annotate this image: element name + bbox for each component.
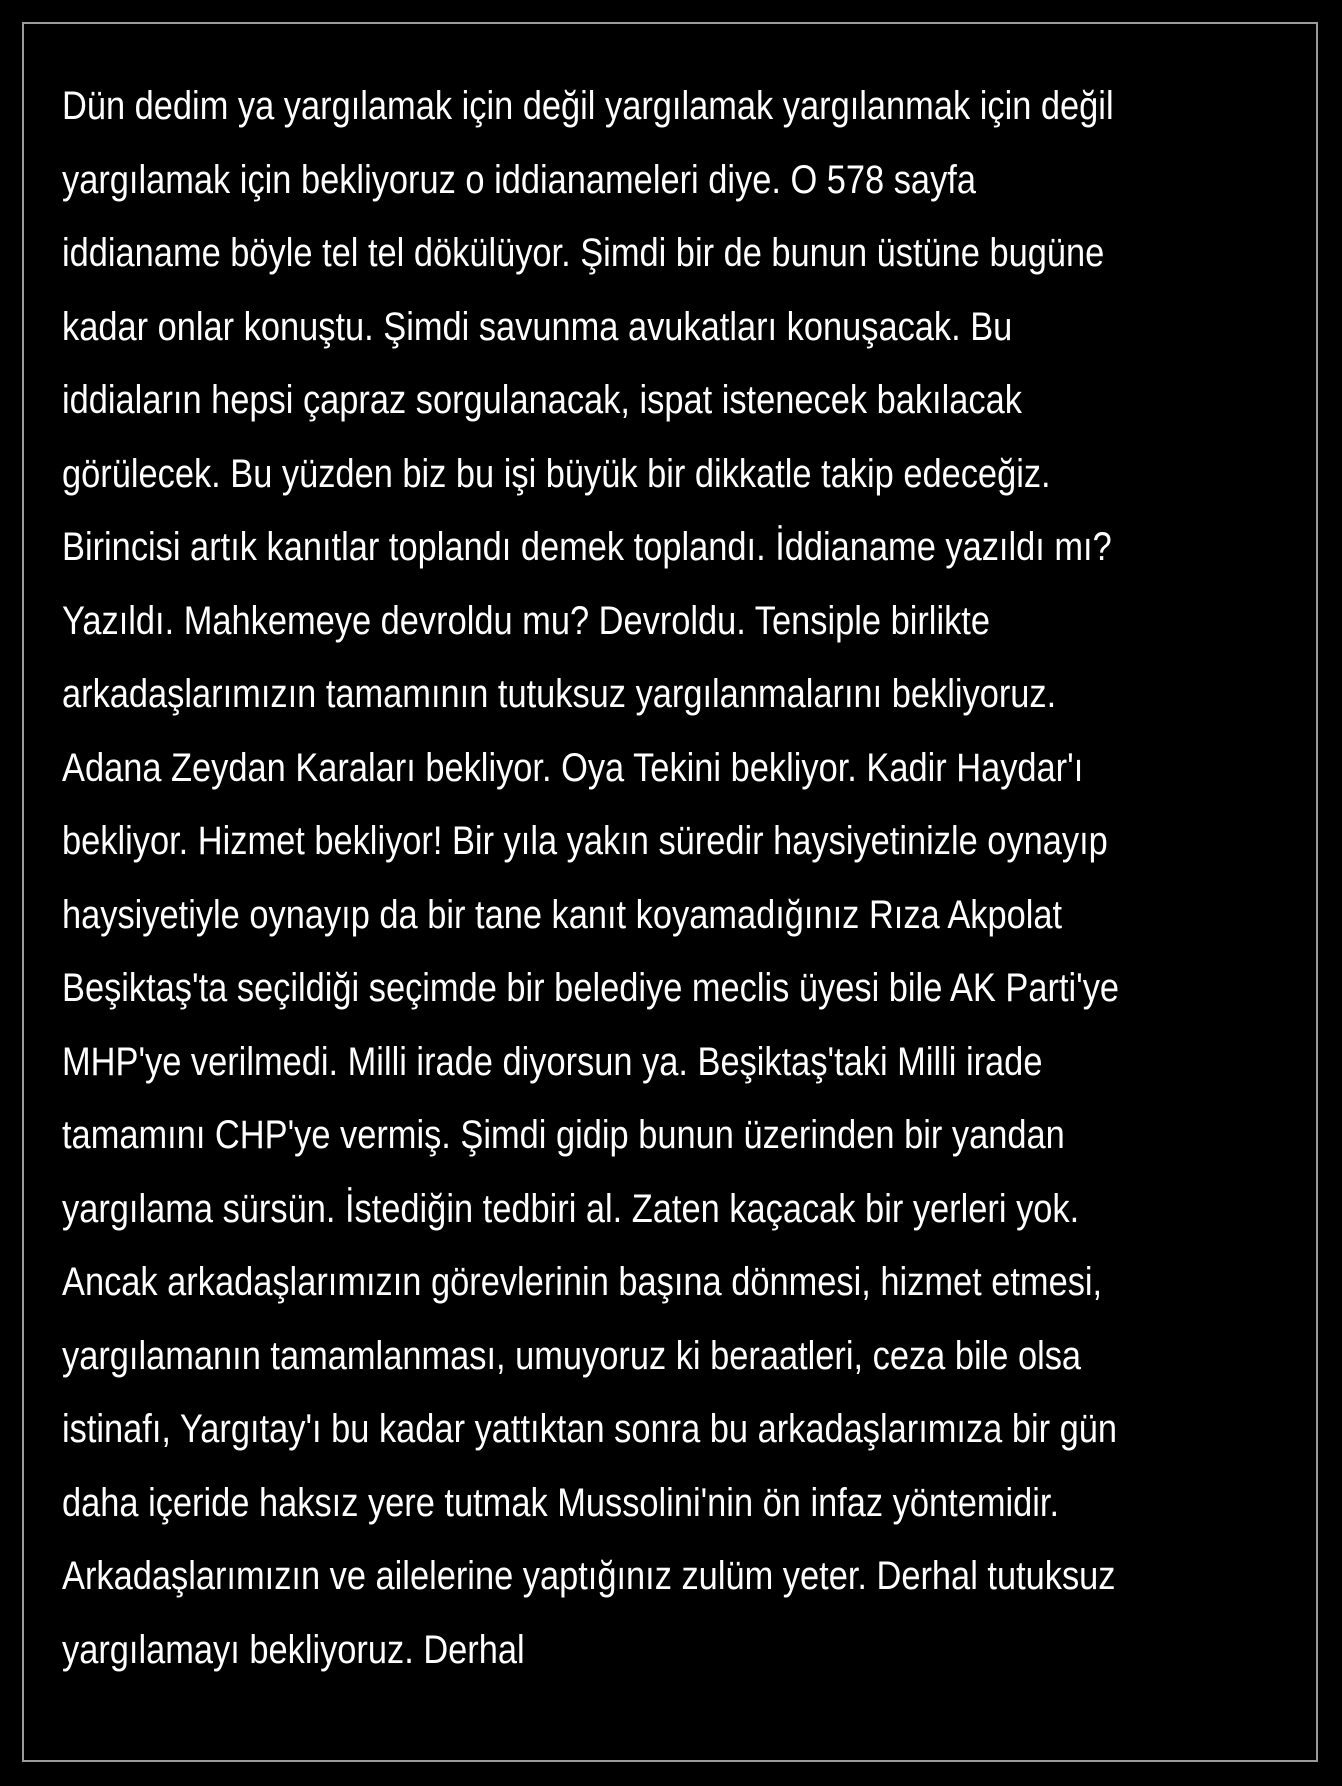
transcript-line: MHP'ye verilmedi. Milli irade diyorsun ya. Beşiktaş'taki Milli irade	[62, 1039, 1043, 1084]
transcript-line: iddiaların hepsi çapraz sorgulanacak, ispat istenecek bakılacak	[62, 378, 1022, 422]
transcript-line: görülecek. Bu yüzden biz bu işi büyük bir dikkatle takip edeceğiz.	[62, 451, 1051, 496]
transcript-line: istinafı, Yargıtay'ı bu kadar yattıktan sonra bu arkadaşlarımıza bir gün	[62, 1407, 1118, 1451]
transcript-line: Ancak arkadaşlarımızın görevlerinin başına dönmesi, hizmet etmesi,	[62, 1260, 1103, 1304]
transcript-line: arkadaşlarımızın tamamının tutuksuz yargılanmalarını bekliyoruz.	[62, 672, 1057, 716]
transcript-line: tamamını CHP'ye vermiş. Şimdi gidip bunun üzerinden bir yandan	[62, 1113, 1065, 1157]
transcript-line: yargılamanın tamamlanması, umuyoruz ki beraatleri, ceza bile olsa	[62, 1333, 1082, 1378]
transcript-line: Yazıldı. Mahkemeye devroldu mu? Devroldu. Tensiple birlikte	[62, 598, 990, 643]
transcript-line: daha içeride haksız yere tutmak Mussolini'nin ön infaz yöntemidir.	[62, 1480, 1060, 1525]
transcript-text	[62, 70, 1282, 1687]
transcript-line: yargılamak için bekliyoruz o iddianameleri diye. O 578 sayfa	[62, 157, 976, 202]
transcript-line: yargılamayı bekliyoruz. Derhal	[62, 1627, 525, 1672]
transcript-line: haysiyetiyle oynayıp da bir tane kanıt koyamadığınız Rıza Akpolat	[62, 892, 1063, 937]
transcript-line: bekliyor. Hizmet bekliyor! Bir yıla yakın süredir haysiyetinizle oynayıp	[62, 819, 1108, 863]
transcript-line: yargılama sürsün. İstediğin tedbiri al. Zaten kaçacak bir yerleri yok.	[62, 1186, 1080, 1231]
transcript-line: Dün dedim ya yargılamak için değil yargılamak yargılanmak için değil	[62, 84, 1114, 128]
transcript-line: Beşiktaş'ta seçildiği seçimde bir belediye meclis üyesi bile AK Parti'ye	[62, 966, 1120, 1010]
transcript-line: iddianame böyle tel tel dökülüyor. Şimdi bir de bunun üstüne bugüne	[62, 231, 1105, 275]
transcript-line: Arkadaşlarımızın ve ailelerine yaptığınız zulüm yeter. Derhal tutuksuz	[62, 1554, 1116, 1598]
transcript-line: Adana Zeydan Karaları bekliyor. Oya Tekini bekliyor. Kadir Haydar'ı	[62, 745, 1084, 790]
transcript-line: Birincisi artık kanıtlar toplandı demek toplandı. İddianame yazıldı mı?	[62, 525, 1112, 569]
transcript-line: kadar onlar konuştu. Şimdi savunma avukatları konuşacak. Bu	[62, 304, 1013, 349]
